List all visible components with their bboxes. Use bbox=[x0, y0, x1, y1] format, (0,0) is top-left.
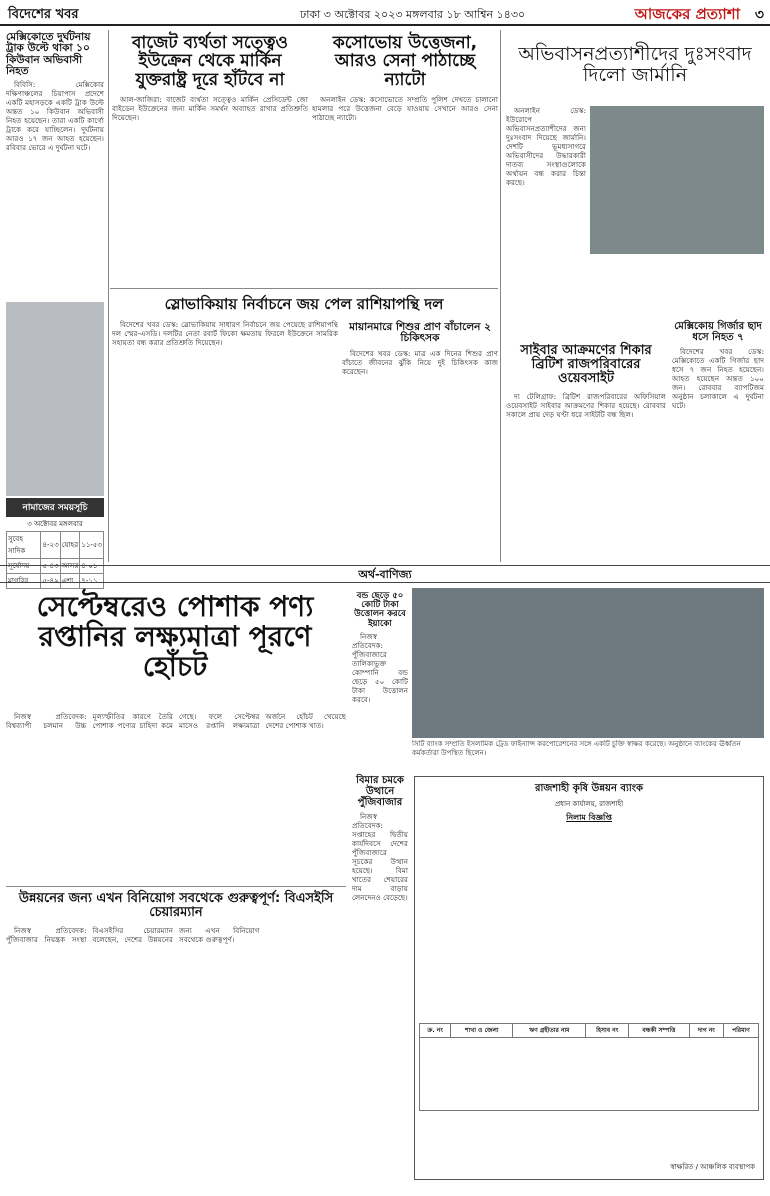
article-body: অনলাইন ডেস্ক: ইউরোপে অভিবাসনপ্রত্যাশীদের জন্য দুঃসংবাদ দিয়েছে জার্মানি। দেশটি ভূমধ্যসাগরে অভিবাসীদের উদ্ধারকারী দাতব্য সংস্থাগুলোকে অর্থায়ন বন্ধ করার চিন্তা করছে। bbox=[506, 106, 586, 187]
notice-sub: প্রধান কার্যালয়, রাজশাহী bbox=[554, 800, 624, 808]
headline: বাজেট ব্যর্থতা সত্ত্বেও ইউক্রেন থেকে মার্কিন যুক্তরাষ্ট্র দূরে হাঁটবে না bbox=[131, 33, 289, 90]
prayer-date: ৩ অক্টোবর মঙ্গলবার bbox=[27, 520, 83, 528]
notice-col-header: ক্র. নং bbox=[420, 1024, 451, 1038]
notice-table bbox=[419, 1023, 759, 1111]
article-myanmar bbox=[342, 322, 498, 547]
prayer-cell: ৪-০১ bbox=[80, 559, 104, 574]
article-body: অনলাইন ডেস্ক: কসোভোতে সম্প্রতি পুলিশ দেখতে চালানো হামলার পরে উত্তেজনা বেড়ে যাওয়ায় সেখানে আরও সেনা পাঠাচ্ছে ন্যাটো। bbox=[312, 95, 498, 123]
prayer-cell: ৫-৪৩ bbox=[41, 559, 60, 574]
prayer-cell: সূর্যোদয় bbox=[7, 559, 41, 574]
article-body: বিদেশের খবর ডেস্ক: স্লোভাকিয়ায় সাধারণ নির্বাচনে জয় পেয়েছে রাশিয়াপন্থি দল স্মের-এসডি। দলটির নেতা রবার্ট ফিকো ক্ষমতায় ফিরলে ইউক্রেনে সামরিক সহায়তা বন্ধ করার প্রতিশ্রুতি দিয়েছেন। bbox=[112, 320, 338, 347]
article-body: দ্য টেলিগ্রাফ: ব্রিটিশ রাজপরিবারের অফিসিয়াল ওয়েবসাইট সাইবার আক্রমণের শিকার হয়েছে। রোববার সকালে প্রায় দেড় ঘণ্টা ধরে সাইটটি বন্ধ ছিল। bbox=[506, 392, 666, 420]
page-header bbox=[0, 0, 770, 26]
prayer-cell: ৭-১১ bbox=[80, 574, 104, 589]
column-rule bbox=[108, 30, 109, 562]
headline: সেপ্টেম্বরেও পোশাক পণ্য রপ্তানির লক্ষ্যমাত্রা পূরণে হোঁচট bbox=[36, 590, 314, 684]
headline: মায়ানমারে শিশুর প্রাণ বাঁচালেন ২ চিকিৎসক bbox=[349, 321, 491, 345]
photo-migrants-boat bbox=[590, 106, 764, 254]
article-insurance bbox=[352, 776, 408, 1192]
article-ukraine bbox=[112, 34, 308, 263]
prayer-cell: ৫-৪৯ bbox=[41, 574, 60, 589]
prayer-cell: ৪-২৩ bbox=[41, 532, 60, 559]
prayer-cell: এশা bbox=[60, 574, 80, 589]
photo-mosque bbox=[6, 302, 104, 496]
prayer-cell: আসর bbox=[60, 559, 80, 574]
prayer-title: নামাজের সময়সূচি bbox=[6, 498, 104, 517]
article-body-cont bbox=[590, 258, 764, 308]
row-rule bbox=[110, 288, 498, 289]
article-ifc-bond bbox=[352, 592, 408, 762]
headline: উন্নয়নের জন্য এখন বিনিয়োগ সবথেকে গুরুত্বপূর্ণ: বিএসইসি চেয়ারম্যান bbox=[18, 891, 334, 921]
photo-agreement-signing bbox=[412, 588, 764, 738]
article-kosovo bbox=[312, 34, 498, 263]
headline: মেক্সিকোতে দুর্ঘটনায় ট্রাক উল্টে থাকা ১০ কিউবান অভিবাসী নিহত bbox=[6, 31, 91, 77]
article-germany bbox=[506, 44, 764, 85]
prayer-cell: যোহর bbox=[60, 532, 80, 559]
dateline: ঢাকা ৩ অক্টোবর ২০২৩ মঙ্গলবার ১৮ আশ্বিন ১৪৩০ bbox=[300, 8, 526, 21]
notice-col-header: পরিমাণ bbox=[723, 1024, 758, 1038]
notice-col-header: হিসাব নং bbox=[586, 1024, 629, 1038]
article-slovakia bbox=[112, 296, 496, 312]
headline: স্লোভাকিয়ায় নির্বাচনে জয় পেল রাশিয়াপন্থি দল bbox=[164, 295, 444, 313]
notice-footer: স্বাক্ষরিত / আঞ্চলিক ব্যবস্থাপক bbox=[670, 1163, 755, 1171]
article-body: বিবিসি: মেক্সিকোর দক্ষিণাঞ্চলের চিয়াপাস প্রদেশে একটি মহাসড়কে একটি ট্রাক উল্টে অন্তত ১০ কিউবান অভিবাসী নিহত হয়েছেন। তারা একটি কার্গো ট্রাকে করে যাচ্ছিলেন। দুর্ঘটনায় আরও ১৭ জন আহত হয়েছেন। রবিবার ভোরে এ দুর্ঘটনা ঘটে। bbox=[6, 80, 104, 153]
newspaper-logo: আজকের প্রত্যাশা bbox=[634, 5, 740, 23]
headline: সাইবার আক্রমণের শিকার ব্রিটিশ রাজপরিবারের ওয়েবসাইট bbox=[520, 343, 652, 387]
headline: কসোভোয় উত্তেজনা, আরও সেনা পাঠাচ্ছে ন্যাটো bbox=[332, 33, 478, 90]
notice-col-header: ঋণ গ্রহীতার নাম bbox=[513, 1024, 586, 1038]
headline: অভিবাসনপ্রত্যাশীদের দুঃসংবাদ দিলো জার্মানি bbox=[518, 43, 752, 86]
prayer-cell: ১১-৫৩ bbox=[80, 532, 104, 559]
article-body: নিজস্ব প্রতিবেদক: পুঁজিবাজার নিয়ন্ত্রক সংস্থা বিএসইসির চেয়ারম্যান বলেছেন, দেশের উন্নয়নের জন্য এখন বিনিয়োগ সবথেকে গুরুত্বপূর্ণ। bbox=[6, 926, 260, 945]
notice-col-header: বন্ধকী সম্পত্তি bbox=[628, 1024, 689, 1038]
headline: মেক্সিকোয় গির্জার ছাদ ধসে নিহত ৭ bbox=[674, 321, 762, 343]
article-investment bbox=[6, 892, 346, 1196]
prayer-cell: মাগরিব bbox=[7, 574, 41, 589]
article-body: নিজস্ব প্রতিবেদক: বিশ্বব্যাপী চলমান উচ্চ মূল্যস্ফীতির কারণে তৈরি পোশাক পণ্যের চাহিদা কমে গেছে। ফলে সেপ্টেম্বর মাসেও রপ্তানি লক্ষ্যমাত্রা অর্জনে হোঁচট খেয়েছে দেশের পোশাক খাত। bbox=[6, 712, 346, 730]
article-mexico-truck bbox=[6, 32, 104, 340]
article-body: আল-জাজিরা: বাজেট ব্যর্থতা সত্ত্বেও মার্কিন প্রেসিডেন্ট জো বাইডেন ইউক্রেনের জন্য মার্কিন সমর্থন অব্যাহত রাখার প্রতিশ্রুতি দিয়েছেন। bbox=[112, 95, 308, 123]
article-body: বিদেশের খবর ডেস্ক: মেক্সিকোতে একটি গির্জার ছাদ ধসে ৭ জন নিহত হয়েছেন। আহত হয়েছেন অন্তত ১০০ জন। রোববার ব্যাপটিজম অনুষ্ঠান চলাকালে এ দুর্ঘটনা ঘটে। bbox=[672, 346, 764, 410]
notice-kind: নিলাম বিজ্ঞপ্তি bbox=[566, 813, 612, 822]
photo-caption: সিটি ব্যাংক সম্প্রতি ইসলামিক ট্রেড ফাইন্যান্স করপোরেশনের সঙ্গে একটি চুক্তি স্বাক্ষর করেছে। অনুষ্ঠানে ব্যাংকের ঊর্ধ্বতন কর্মকর্তারা উপস্থিত ছিলেন। bbox=[412, 740, 741, 757]
article-garments bbox=[10, 592, 340, 683]
page-number: ৩ bbox=[754, 7, 764, 23]
headline: বন্ড ছেড়ে ৫০ কোটি টাকা উত্তোলন করবে ইয়াকো bbox=[354, 591, 406, 629]
notice-col-header: দাগ নং bbox=[689, 1024, 723, 1038]
notice-body bbox=[419, 829, 759, 1019]
article-body: নিজস্ব প্রতিবেদক: সপ্তাহের দ্বিতীয় কার্যদিবসে দেশের পুঁজিবাজারে সূচকের উত্থান হয়েছে। বিমা খাতের শেয়ারের দাম বাড়ায় লেনদেনও বেড়েছে। bbox=[352, 812, 408, 903]
headline: বিমার চমকে উত্থানে পুঁজিবাজার bbox=[356, 775, 404, 808]
notice-col-header: শাখা ও জেলা bbox=[451, 1024, 513, 1038]
section-name: বিদেশের খবর bbox=[8, 7, 79, 22]
column-rule bbox=[500, 30, 501, 562]
section-bar: অর্থ-বাণিজ্য bbox=[0, 565, 770, 583]
article-cyber bbox=[506, 344, 666, 542]
article-mexico-church bbox=[672, 322, 764, 567]
notice-org: রাজশাহী কৃষি উন্নয়ন ব্যাংক bbox=[534, 783, 644, 794]
prayer-cell: সুবেহ সাদিক bbox=[7, 532, 41, 559]
article-body: বিদেশের খবর ডেস্ক: মাত্র এক দিনের শিশুর প্রাণ বাঁচাতে জীবনের ঝুঁকি নিয়ে দুই চিকিৎসক কাজ করেছেন। bbox=[342, 348, 498, 376]
auction-notice bbox=[414, 776, 764, 1180]
prayer-row bbox=[7, 532, 104, 559]
article-body: নিজস্ব প্রতিবেদক: পুঁজিবাজারে তালিকাভুক্ত কোম্পানি বন্ড ছেড়ে ৫০ কোটি টাকা উত্তোলন করবে। bbox=[352, 631, 408, 704]
row-rule bbox=[6, 886, 346, 887]
